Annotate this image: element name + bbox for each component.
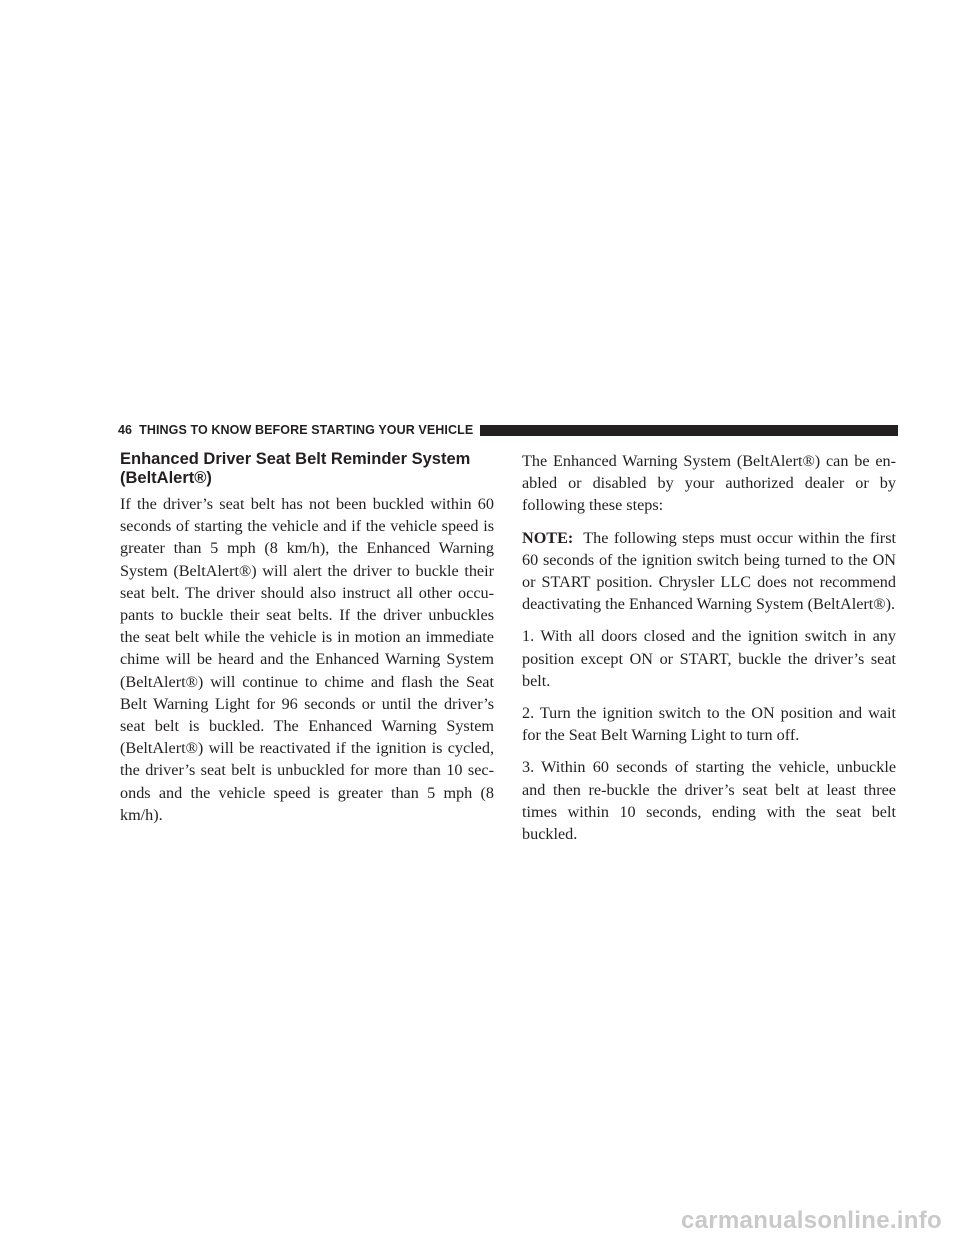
watermark: carmanualsonline.info	[680, 1207, 942, 1234]
header-rule	[480, 425, 898, 436]
body-paragraph: If the driver’s seat belt has not been buckled within 60 seconds of starting the vehicle and if the vehicle speed is greater than 5 mph (8 km/h), the Enhanced Warning System (BeltAlert®) will alert the driver to buckle their seat belt. The driver should also instruct all other occupants to buckle their seat belts. If the driver unbuckles the seat belt while the vehicle is in motion an immediate chime will be heard and the Enhanced Warning System (BeltAlert®) will continue to chime and flash the Seat Belt Warning Light for 96 seconds or until the driver’s seat belt is buckled. The Enhanced Warning System (BeltAlert®) will be reactivated if the ignition is cycled, the driver’s seat belt is unbuckled for more than 10 seconds and the vehicle speed is greater than 5 mph (8 km/h).	[120, 495, 494, 824]
step-1: 1. With all doors closed and the ignition switch in any position except ON or START, buckle the driver’s seat belt.	[522, 627, 896, 690]
right-column	[522, 450, 896, 855]
section-heading: Enhanced Driver Seat Belt Reminder System (BeltAlert®)	[120, 450, 471, 487]
page-header	[118, 421, 898, 439]
step-2: 2. Turn the ignition switch to the ON position and wait for the Seat Belt Warning Light to turn off.	[522, 704, 896, 745]
step-3: 3. Within 60 seconds of starting the vehicle, unbuckle and then re-buckle the driver’s seat belt at least three times within 10 seconds, ending with the seat belt buckled.	[522, 758, 896, 844]
note-label: NOTE:	[522, 528, 574, 547]
intro-paragraph: The Enhanced Warning System (BeltAlert®) can be enabled or disabled by your authorized dealer or by following these steps:	[522, 452, 896, 515]
page-number: 46	[118, 423, 133, 437]
left-column	[120, 450, 494, 836]
note-paragraph	[522, 527, 896, 616]
section-title: THINGS TO KNOW BEFORE STARTING YOUR VEHICLE	[139, 423, 474, 437]
note-text: The following steps must occur within the first 60 seconds of the ignition switch being turned to the ON or START position. Chrysler LLC does not recommend deactivating the Enhanced Warning System (BeltAlert®).	[522, 528, 896, 614]
